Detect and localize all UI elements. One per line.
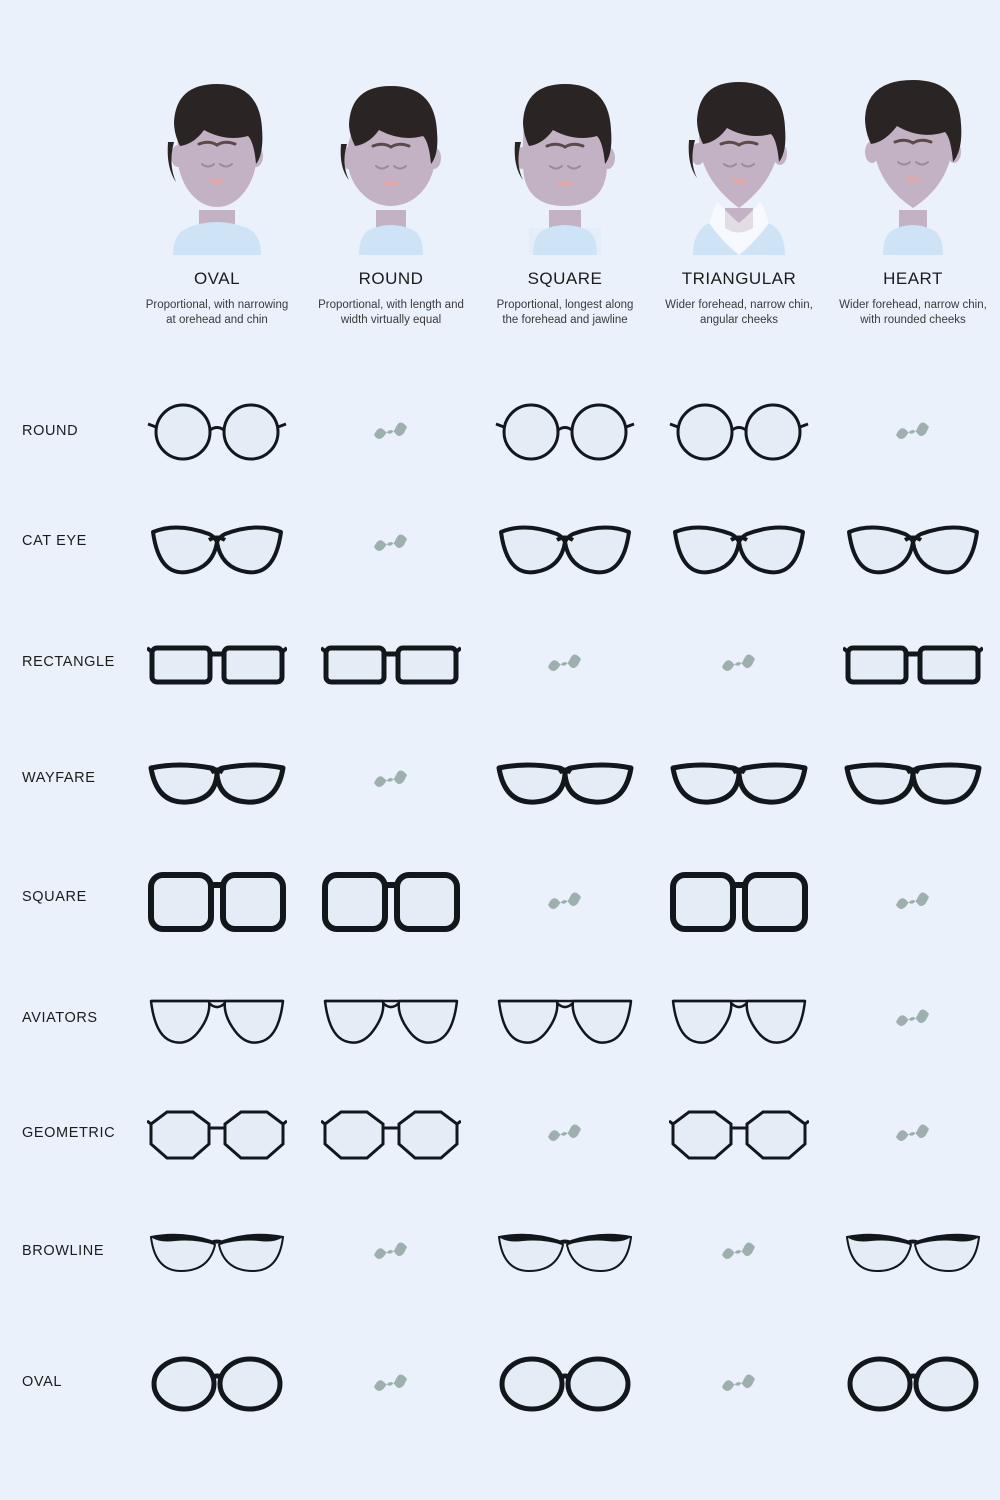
face-illustration-triangular [669,60,809,255]
glasses-cat-eye-icon [826,500,1000,590]
glasses-geometric-icon [130,1090,304,1180]
frame-row-label-oval: OVAL [22,1374,63,1390]
glasses-cat-eye-icon [130,500,304,590]
glasses-square-icon [304,858,478,948]
no-match-squiggle-icon [304,388,478,478]
face-column-triangular [652,60,826,328]
frame-row-label-aviators: AVIATORS [22,1010,98,1026]
no-match-squiggle-icon [652,620,826,710]
frame-row-label-wayfare: WAYFARE [22,770,96,786]
face-title: OVAL [193,269,241,288]
face-shapes-header [130,60,1000,328]
glasses-browline-icon [478,1208,652,1298]
no-match-squiggle-icon [826,975,1000,1065]
glasses-geometric-icon [304,1090,478,1180]
glasses-oval-icon [826,1340,1000,1430]
no-match-squiggle-icon [826,388,1000,478]
glasses-rectangle-icon [130,620,304,710]
glasses-rectangle-icon [304,620,478,710]
frame-row-label-browline: BROWLINE [22,1243,105,1259]
glasses-browline-icon [826,1208,1000,1298]
glasses-square-icon [652,858,826,948]
glasses-rectangle-icon [826,620,1000,710]
glasses-square-icon [130,858,304,948]
no-match-squiggle-icon [826,1090,1000,1180]
glasses-aviators-icon [304,975,478,1065]
no-match-squiggle-icon [652,1208,826,1298]
face-description: Wider forehead, narrow chin, angular cheeks [665,299,813,326]
face-illustration-heart [843,60,983,255]
face-title: HEART [883,269,943,288]
glasses-round-icon [478,388,652,478]
face-description: Wider forehead, narrow chin, with rounded cheeks [839,299,987,326]
no-match-squiggle-icon [304,1208,478,1298]
glasses-aviators-icon [478,975,652,1065]
frame-row-label-round: ROUND [22,423,79,439]
face-column-square [478,60,652,328]
face-title: ROUND [358,269,424,288]
face-column-heart [826,60,1000,328]
no-match-squiggle-icon [304,500,478,590]
glasses-oval-icon [130,1340,304,1430]
glasses-cat-eye-icon [478,500,652,590]
face-column-oval [130,60,304,328]
face-illustration-oval [147,60,287,255]
glasses-aviators-icon [130,975,304,1065]
frame-row-label-geometric: GEOMETRIC [22,1125,116,1141]
face-column-round [304,60,478,328]
no-match-squiggle-icon [826,858,1000,948]
frame-row-label-cat-eye: CAT EYE [22,533,87,549]
glasses-geometric-icon [652,1090,826,1180]
glasses-browline-icon [130,1208,304,1298]
no-match-squiggle-icon [478,620,652,710]
face-title: SQUARE [527,269,603,288]
frame-row-label-rectangle: RECTANGLE [22,654,115,670]
no-match-squiggle-icon [304,1340,478,1430]
no-match-squiggle-icon [652,1340,826,1430]
no-match-squiggle-icon [478,858,652,948]
glasses-oval-icon [478,1340,652,1430]
glasses-cat-eye-icon [652,500,826,590]
glasses-wayfare-icon [826,736,1000,826]
glasses-wayfare-icon [130,736,304,826]
face-illustration-square [495,60,635,255]
glasses-wayfare-icon [652,736,826,826]
face-title: TRIANGULAR [681,269,797,288]
face-description: Proportional, with narrowing at orehead and chin [145,299,289,326]
glasses-wayfare-icon [478,736,652,826]
glasses-round-icon [130,388,304,478]
glasses-aviators-icon [652,975,826,1065]
frame-row-label-square: SQUARE [22,889,87,905]
face-description: Proportional, with length and width virtually equal [318,299,464,326]
glasses-round-icon [652,388,826,478]
no-match-squiggle-icon [304,736,478,826]
face-illustration-round [321,60,461,255]
face-description: Proportional, longest along the forehead and jawline [496,299,634,326]
no-match-squiggle-icon [478,1090,652,1180]
